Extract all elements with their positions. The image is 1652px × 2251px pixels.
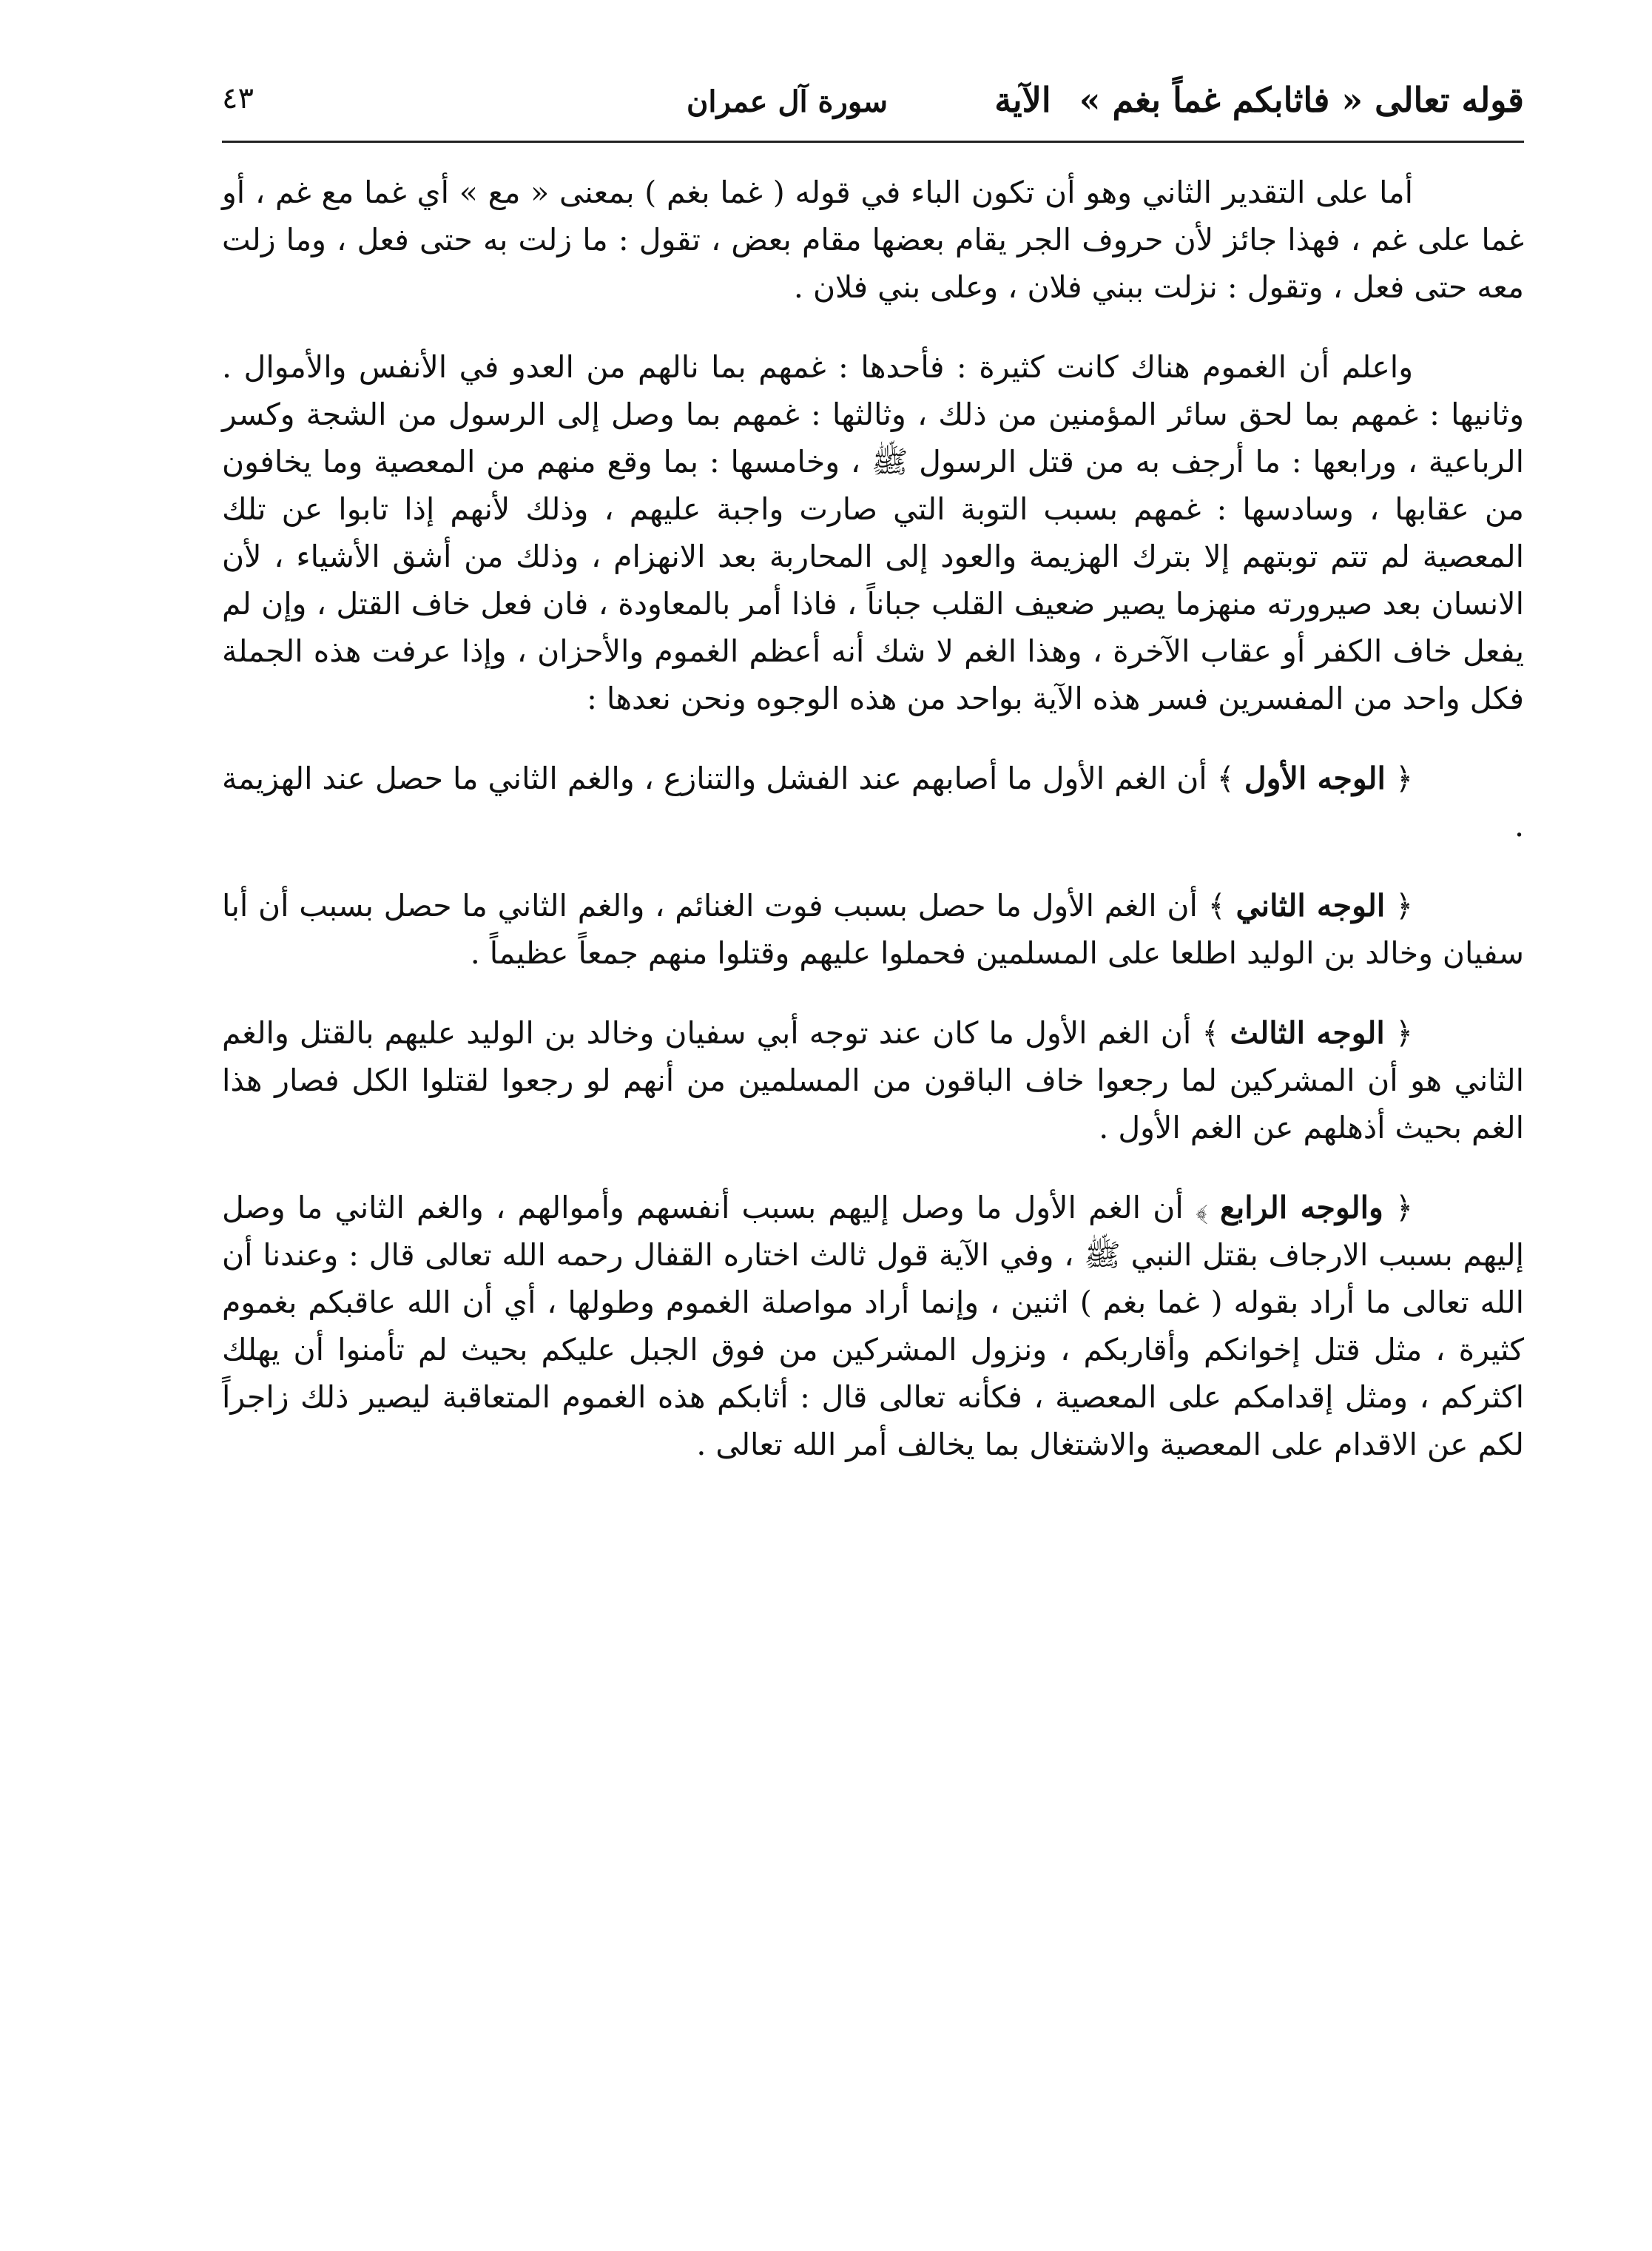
page-header xyxy=(222,67,1524,137)
paragraph-first-aspect xyxy=(222,755,1524,849)
paragraph-third-aspect xyxy=(222,1009,1524,1151)
paragraph-text: أن الغم الأول ما وصل إليهم بسبب أنفسهم وأموالهم ، والغم الثاني ما وصل إليهم بسبب الارجاف بقتل النبي ﷺ ، وفي الآية قول ثالث اختاره القفال رحمه الله تعالى قال : وعندنا أن الله تعالى ما أراد بقوله ( غما بغم ) اثنين ، وإنما أراد مواصلة الغموم وطولها ، أي أن الله عاقبكم بغموم كثيرة ، مثل قتل إخوانكم وأقاربكم ، ونزول المشركين من فوق الجبل عليكم بحيث لم تأمنوا أن يهلك اكثركم ، ومثل إقدامكم على المعصية ، فكأنه تعالى قال : أثابكم هذه الغموم المتعاقبة ليصير ذلك زاجراً لكم عن الاقدام على المعصية والاشتغال بما يخالف أمر الله تعالى . xyxy=(222,1190,1524,1462)
header-divider xyxy=(222,141,1524,143)
aspect-label: ﴿ الوجه الثاني ﴾ xyxy=(1207,888,1413,923)
paragraph-text: أن الغم الأول ما كان عند توجه أبي سفيان وخالد بن الوليد عليهم بالقتل والغم الثاني هو أن المشركين لما رجعوا خاف الباقون من المسلمين من أنهم لو رجعوا لقتلوا الكل فصار هذا الغم بحيث أذهلهم عن الغم الأول . xyxy=(222,1015,1524,1145)
aspect-label-text: والوجه الرابع xyxy=(1220,1190,1383,1225)
page-number: ٤٣ xyxy=(222,81,254,115)
verse-title xyxy=(994,80,1524,120)
surah-name: سورة آل عمران xyxy=(686,84,888,119)
aspect-label-text: الوجه الأول xyxy=(1244,761,1386,796)
aspect-label-text: الوجه الثاني xyxy=(1235,888,1386,923)
aspect-label: ﴿ والوجه الرابع ﴾ xyxy=(1195,1190,1413,1225)
verse-title-suffix: الآية xyxy=(994,80,1051,120)
paragraph-text: أن الغم الأول ما حصل بسبب فوت الغنائم ، والغم الثاني ما حصل بسبب أن أبا سفيان وخالد بن الوليد اطلعا على المسلمين فحملوا عليهم وقتلوا منهم جمعاً عظيماً . xyxy=(222,888,1524,971)
paragraph-text: واعلم أن الغموم هناك كانت كثيرة : فأحدها : غمهم بما نالهم من العدو في الأنفس والأموال . وثانيها : غمهم بما لحق سائر المؤمنين من ذلك ، وثالثها : غمهم بما وصل إلى الرسول من الشجة وكسر الرباعية ، ورابعها : ما أرجف به من قتل الرسول ﷺ ، وخامسها : بما وقع منهم من المعصية وما يخافون من عقابها ، وسادسها : غمهم بسبب التوبة التي صارت واجبة عليهم ، وذلك لأنهم إذا تابوا عن تلك المعصية لم تتم توبتهم إلا بترك الهزيمة والعود إلى المحاربة بعد الانهزام ، وذلك من أشق الأشياء ، لأن الانسان بعد صيرورته منهزما يصير ضعيف القلب جباناً ، فاذا أمر بالمعاودة ، فان فعل خاف القتل ، وإن لم يفعل خاف الكفر أو عقاب الآخرة ، وهذا الغم لا شك أنه أعظم الغموم والأحزان ، وإذا عرفت هذه الجملة فكل واحد من المفسرين فسر هذه الآية بواحد من هذه الوجوه ونحن نعدها : xyxy=(222,349,1524,716)
verse-title-text: قوله تعالى « فاثابكم غماً بغم » xyxy=(1079,80,1524,120)
paragraph-many-griefs xyxy=(222,343,1524,722)
paragraph-text: أن الغم الأول ما أصابهم عند الفشل والتنازع ، والغم الثاني ما حصل عند الهزيمة . xyxy=(222,761,1524,844)
paragraph-text: أما على التقدير الثاني وهو أن تكون الباء في قوله ( غما بغم ) بمعنى « مع » أي غما مع غم ، أو غما على غم ، فهذا جائز لأن حروف الجر يقام بعضها مقام بعض ، تقول : ما زلت به حتى فعل ، وما زلت معه حتى فعل ، وتقول : نزلت ببني فلان ، وعلى بني فلان . xyxy=(222,175,1524,305)
paragraph-second-assumption xyxy=(222,169,1524,311)
aspect-label: ﴿ الوجه الأول ﴾ xyxy=(1216,761,1414,796)
paragraph-fourth-aspect xyxy=(222,1184,1524,1468)
aspect-label: ﴿ الوجه الثالث ﴾ xyxy=(1201,1015,1413,1051)
aspect-label-text: الوجه الثالث xyxy=(1230,1015,1385,1051)
paragraph-second-aspect xyxy=(222,882,1524,977)
page-body xyxy=(222,169,1524,1501)
